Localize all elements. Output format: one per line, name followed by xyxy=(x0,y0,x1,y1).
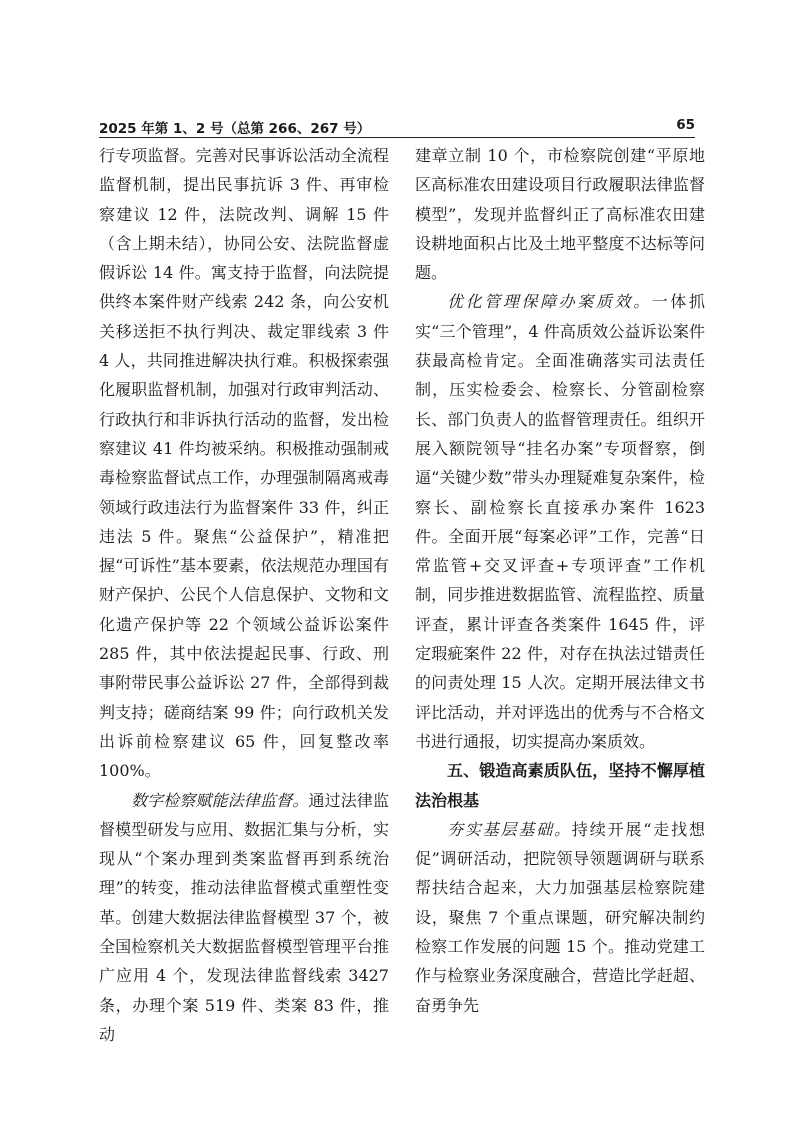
paragraph-lead: 优化管理保障办案质效。 xyxy=(447,292,652,312)
header-divider xyxy=(99,137,695,138)
paragraph-lead: 数字检察赋能法律监督。 xyxy=(131,790,309,810)
paragraph-management xyxy=(415,287,705,756)
paragraph-civil-supervision: 行专项监督。完善对民事诉讼活动全流程监督机制，提出民事抗诉 3 件、再审检察建议 12 件，法院改判、调解 15 件（含上期未结），协同公安、法院监督虚假诉讼 14 件。寓支持于监督，向法院提供终本案件财产线索 242 条，向公安机关移送拒不执行判决、裁定罪线索 3 件 4 人，共同推进解决执行难。积极探索强化履职监督机制，加强对行政审判活动、行政执行和非诉执行活动的监督，发出检察建议 41 件均被采纳。积极推动强制戒毒检察监督试点工作，办理强制隔离戒毒领域行政违法行为监督案件 33 件，纠正违法 5 件。聚焦“公益保护”，精准把握“可诉性”基本要素，依法规范办理国有财产保护、公民个人信息保护、文物和文化遗产保护等 22 个领域公益诉讼案件 285 件，其中依法提起民事、行政、刑事附带民事公益诉讼 27 件，全部得到裁判支持；磋商结案 99 件；向行政机关发出诉前检察建议 65 件，回复整改率 100%。 xyxy=(99,146,389,781)
page-header xyxy=(99,117,695,139)
paragraph-body: 通过法律监督模型研发与应用、数据汇集与分析，实现从“个案办理到类案监督再到系统治理”的转变，推动法律监督模式重塑性变革。创建大数据法律监督模型 37 个，被全国检察机关大数据监督模型管理平台推广应用 4 个，发现法律监督线索 3427 条，办理个案 519 件、类案 83 件，推动 xyxy=(99,790,389,1044)
paragraph-body: 一体抓实“三个管理”，4 件高质效公益诉讼案件获最高检肯定。全面准确落实司法责任制，压实检委会、检察长、分管副检察长、部门负责人的监督管理责任。组织开展入额院领导“挂名办案”专项督察，倒逼“关键少数”带头办理疑难复杂案件，检察长、副检察长直接承办案件 1623 件。全面开展“每案必评”工作，完善“日常监管+交叉评查+专项评查”工作机制，同步推进数据监管、流程监控、质量评查，累计评查各类案件 1645 件，评定瑕疵案件 22 件，对存在执法过错责任的问责处理 15 人次。定期开展法律文书评比活动，并对评选出的优秀与不合格文书进行通报，切实提高办案质效。 xyxy=(415,292,705,751)
paragraph-digital-procuratorate xyxy=(99,786,389,1050)
paragraph-grassroots xyxy=(415,815,705,1020)
paragraph-lead: 夯实基层基础。 xyxy=(447,819,572,839)
page-number: 65 xyxy=(676,117,695,133)
right-column xyxy=(415,141,705,1020)
left-column xyxy=(99,141,389,1049)
section-heading: 五、锻造高素质队伍，坚持不懈厚植法治根基 xyxy=(415,761,705,810)
paragraph-body: 持续开展“走找想促”调研活动，把院领导领题调研与联系帮扶结合起来，大力加强基层检察院建设，聚焦 7 个重点课题，研究解决制约检察工作发展的问题 15 个。推动党建工作与检察业务深度融合，营造比学赶超、奋勇争先 xyxy=(415,819,705,1015)
paragraph-continued: 建章立制 10 个，市检察院创建“平原地区高标准农田建设项目行政履职法律监督模型”，发现并监督纠正了高标准农田建设耕地面积占比及土地平整度不达标等问题。 xyxy=(415,146,705,283)
issue-label: 2025 年第 1、2 号（总第 266、267 号） xyxy=(99,121,371,137)
